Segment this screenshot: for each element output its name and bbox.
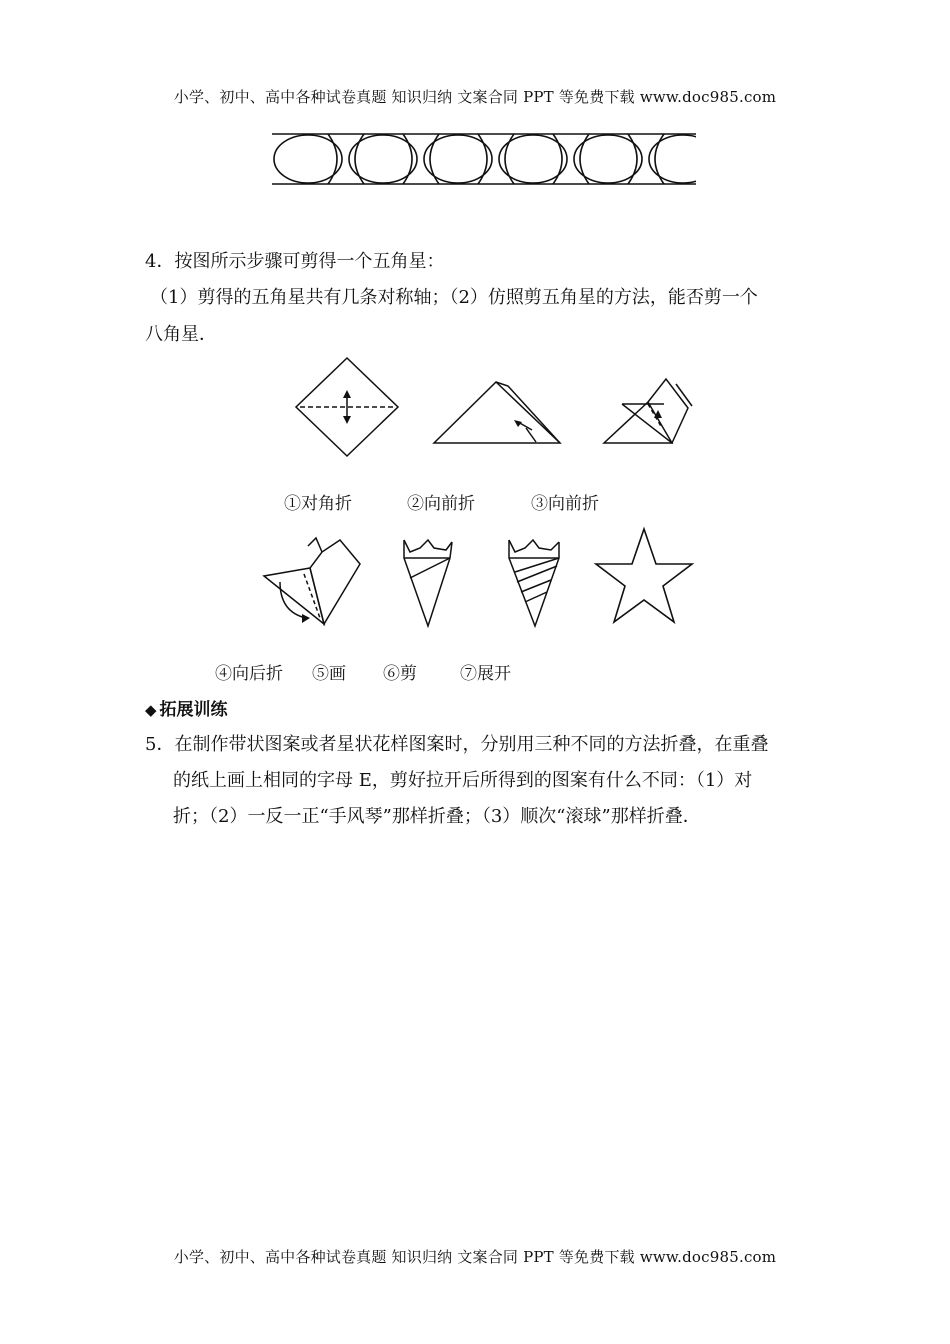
step7-star-figure — [593, 526, 695, 626]
step4-caption: ④向后折 — [215, 664, 283, 684]
step6-caption: ⑥剪 — [383, 664, 417, 684]
step6-cut-figure — [505, 536, 563, 628]
q5-line-1: 5．在制作带状图案或者星状花样图案时，分别用三种不同的方法折叠，在重叠 — [145, 734, 769, 755]
step5-caption: ⑤画 — [312, 664, 346, 684]
diamond-bullet-icon: ◆ — [145, 701, 157, 719]
q5-line-2: 的纸上画上相同的字母 E，剪好拉开后所得到的图案有什么不同：（1）对 — [173, 770, 753, 791]
page-header: 小学、初中、高中各种试卷真题 知识归纳 文案合同 PPT 等免费下载 www.doc985.com — [173, 88, 777, 106]
q5-line-3: 折；（2）一反一正“手风琴”那样折叠；（3）顺次“滚球”那样折叠． — [173, 806, 701, 827]
step3-fold-forward-figure — [602, 376, 696, 448]
q4-line-1: 4．按图所示步骤可剪得一个五角星： — [145, 251, 445, 272]
step5-draw-figure — [400, 536, 456, 628]
step2-caption: ②向前折 — [407, 494, 475, 514]
section-title — [145, 695, 228, 720]
step1-diagonal-fold-figure — [294, 356, 400, 458]
section-title-text: 拓展训练 — [159, 700, 228, 720]
page-footer: 小学、初中、高中各种试卷真题 知识归纳 文案合同 PPT 等免费下载 www.doc985.com — [173, 1248, 777, 1266]
q4-line-2: （1）剪得的五角星共有几条对称轴；（2）仿照剪五角星的方法，能否剪一个 — [150, 287, 758, 308]
step7-caption: ⑦展开 — [460, 664, 511, 684]
q4-line-3: 八角星． — [145, 324, 217, 345]
band-pattern-figure — [268, 128, 700, 190]
step1-caption: ①对角折 — [284, 494, 352, 514]
step2-fold-forward-figure — [432, 378, 562, 448]
step4-fold-back-figure — [260, 536, 364, 628]
step3-caption: ③向前折 — [531, 494, 599, 514]
